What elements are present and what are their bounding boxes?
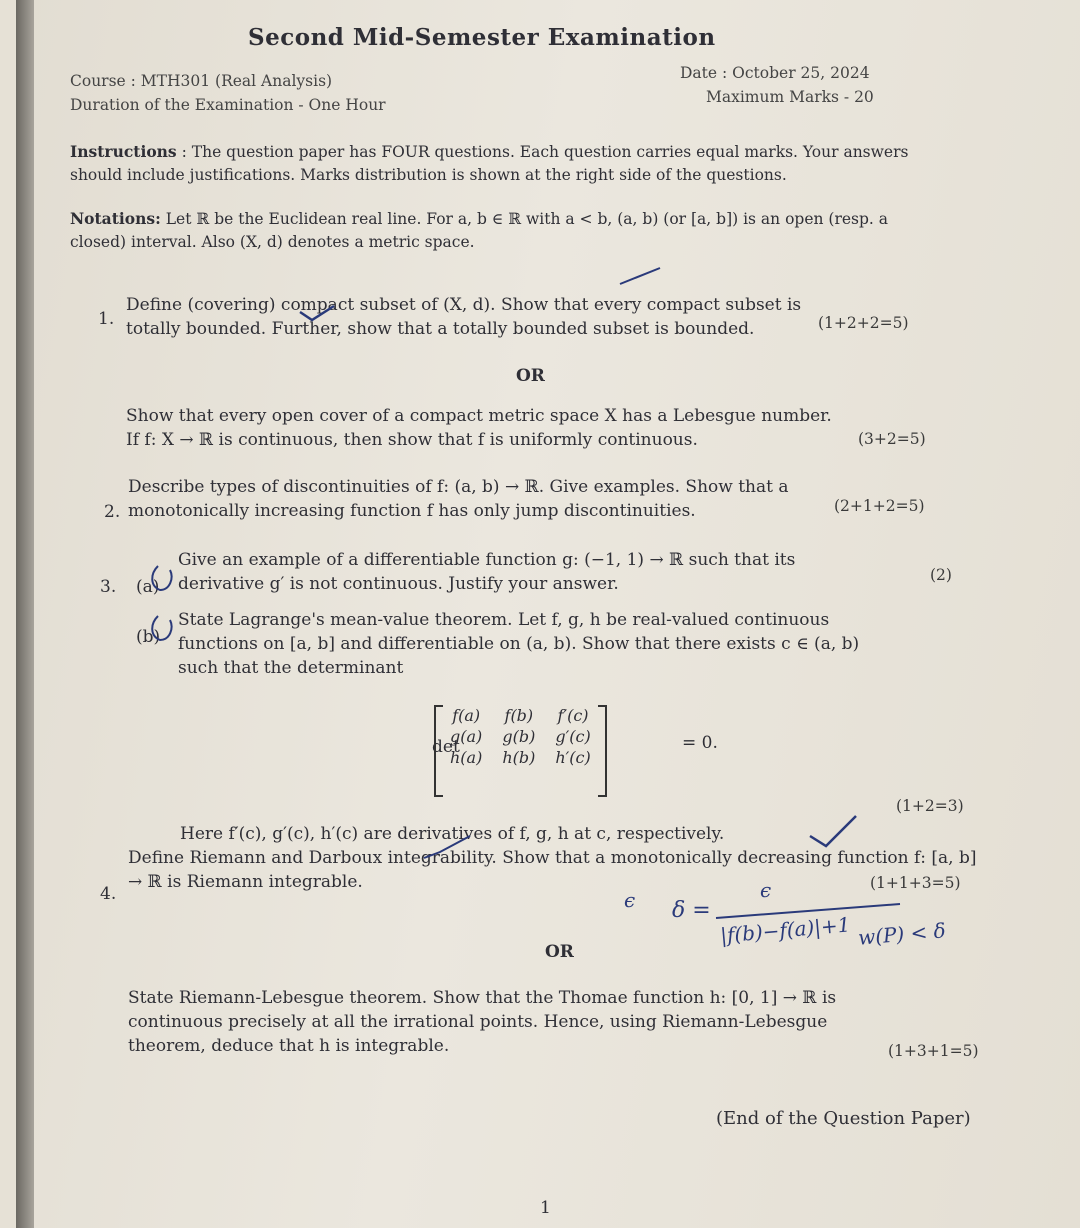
page-number: 1 [540,1198,551,1218]
q4-or: OR [545,942,574,962]
q4-alt-text: State Riemann-Lebesgue theorem. Show that the Thomae function h: [0, 1] → ℝ is continuous precisely at all the irrational points. Hence, using Riemann-Lebesgue theorem, deduce that h is integrable. [128,988,837,1056]
matrix-cell: f(a) [452,706,481,725]
q3b-text: State Lagrange's mean-value theorem. Let f, g, h be real-valued continuous functions on [a, b] and differentiable on (a, b). Show that there exists c ∈ (a, b) such that the determinant [178,610,860,678]
hand-inequality: w(P) < δ [857,918,947,950]
matrix-cell: g′(c) [555,727,591,746]
q1-alt-marks: (3+2=5) [858,430,926,448]
q1-or: OR [516,366,545,386]
q2-marks: (2+1+2=5) [834,497,925,515]
date-line: Date : October 25, 2024 [680,64,870,82]
q3-number: 3. [100,577,117,597]
q3b-marks: (1+2=3) [896,797,964,815]
matrix-cell: h(a) [450,748,483,767]
q2-number: 2. [104,502,121,522]
q3b-tail: Here f′(c), g′(c), h′(c) are derivatives of f, g, h at c, respectively. [180,824,725,844]
instructions-text: : The question paper has FOUR questions. Each question carries equal marks. Your answers should include justifications. Marks distribution is shown at the right side of the questions. [70,143,909,184]
hand-delta: δ = [672,898,711,923]
q1-marks: (1+2+2=5) [818,314,909,332]
q4-number: 4. [100,884,117,904]
q4-alt-marks: (1+3+1=5) [888,1042,979,1060]
q1-text: Define (covering) compact subset of (X, d). Show that every compact subset is totally bounded. Further, show that a totally bounded subset is bounded. [126,295,802,339]
q2-text: Describe types of discontinuities of f: (a, b) → ℝ. Give examples. Show that a monotonically increasing function f has only jump discontinuities. [128,477,789,521]
q3a-marks: (2) [930,566,952,584]
hand-eps: ϵ [624,888,636,912]
duration-line: Duration of the Examination - One Hour [70,96,386,114]
notations-text: Let ℝ be the Euclidean real line. For a, b ∈ ℝ with a < b, (a, b) (or [a, b]) is an open (resp. a closed) interval. Also (X, d) denotes a metric space. [70,210,889,251]
q1-number: 1. [98,309,115,329]
q3a-label: (a) [136,577,160,597]
det-label: det [432,737,460,757]
hand-frac-num: ϵ [760,878,772,902]
pen-circle-b [152,616,171,640]
check-mark [810,816,856,846]
check-mark [300,306,334,320]
q4-text: Define Riemann and Darboux integrability. Show that a monotonically decreasing function f: [a, b] → ℝ is Riemann integrable. [128,848,977,892]
q3a-text: Give an example of a differentiable function g: (−1, 1) → ℝ such that its derivative g′ is not continuous. Justify your answer. [178,550,796,594]
end-of-paper: (End of the Question Paper) [716,1108,971,1129]
exam-title: Second Mid-Semester Examination [248,24,716,51]
course-line: Course : MTH301 (Real Analysis) [70,72,333,90]
pen-stroke [620,268,660,284]
hand-frac-den: |f(b)−f(a)|+1 [719,912,852,948]
instructions-label: Instructions [70,142,177,161]
matrix-cell: h(b) [502,748,536,767]
matrix-cell: f′(c) [557,706,589,725]
pen-circle-a [152,566,171,590]
q4-marks: (1+1+3=5) [870,874,961,892]
q1-alt-text: Show that every open cover of a compact metric space X has a Lebesgue number. If f: X → ℝ is continuous, then show that f is uniformly continuous. [126,406,832,450]
max-marks-line: Maximum Marks - 20 [706,88,874,106]
matrix-cell: g(a) [450,727,483,746]
matrix-cell: g(b) [502,727,536,746]
q3b-label: (b) [136,627,161,647]
pen-stroke [424,836,470,858]
notations-label: Notations: [70,209,161,228]
det-equals: = 0. [682,733,718,753]
matrix-cell: f(b) [504,706,534,725]
matrix-cell: h′(c) [555,748,591,767]
